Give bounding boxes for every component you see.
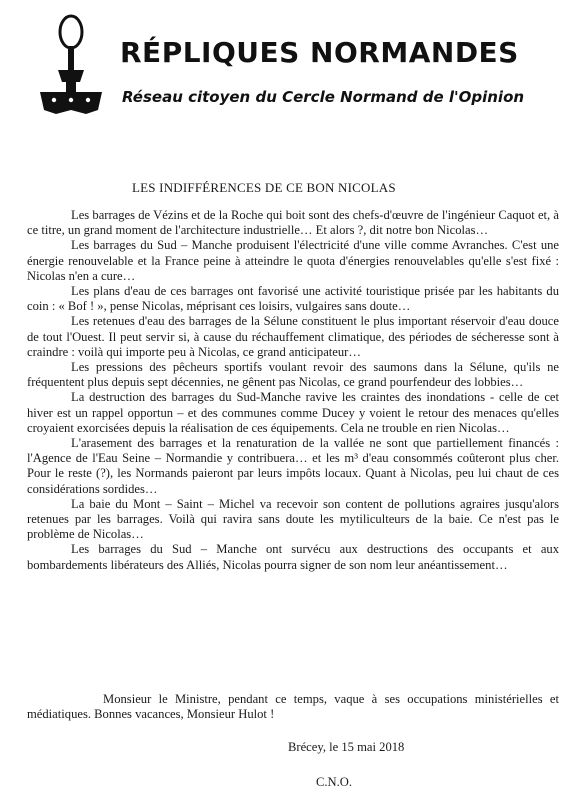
closing-section	[27, 692, 559, 722]
closing-paragraph: Monsieur le Ministre, pendant ce temps, vaque à ses occupations ministérielles et médiatiques. Bonnes vacances, Monsieur Hulot !	[27, 692, 559, 722]
hammer-logo	[36, 10, 106, 122]
paragraph: Les retenues d'eau des barrages de la Sélune constituent le plus important réservoir d'eau douce de tout l'Ouest. Il peut servir si, à cause du réchauffement climatique, des périodes de sécheresse sont à craindre : voilà qui importe peu à Nicolas, ce grand anticipateur…	[27, 314, 559, 359]
signature: C.N.O.	[316, 775, 353, 789]
paragraph: Les plans d'eau de ces barrages ont favorisé une activité touristique prisée par les habitants du coin : « Bof ! », pense Nicolas, méprisant ces loisirs, vulgaires sans doute…	[27, 284, 559, 314]
paragraph: L'arasement des barrages et la renaturation de la vallée ne sont que partiellement financés : l'Agence de l'Eau Seine – Normandie y contribuera… et les m³ d'eau consommés coûteront plus cher. Pour le reste (?), les Normands paieront par leurs impôts locaux. Quant à Nicolas, peu lui chaut de ces considérations sordides…	[27, 436, 559, 496]
masthead-subtitle: Réseau citoyen du Cercle Normand de l'Opinion	[122, 88, 525, 106]
paragraph: Les pressions des pêcheurs sportifs voulant revoir des saumons dans la Sélune, qu'ils ne fréquentent plus depuis sept décennies, ne gênent pas Nicolas, ce grand pourfendeur des lobbies…	[27, 360, 559, 390]
letter-body	[27, 208, 559, 573]
place-date: Brécey, le 15 mai 2018	[288, 740, 405, 754]
paragraph: Les barrages du Sud – Manche ont survécu aux destructions des occupants et aux bombardements libérateurs des Alliés, Nicolas pourra signer de son nom leur anéantissement…	[27, 542, 559, 572]
paragraph: Les barrages du Sud – Manche produisent l'électricité d'une ville comme Avranches. C'est une énergie renouvelable et la France peine à atteindre le quota d'énergies renouvelables qu'elle s'est fixé : Nicolas n'en a cure…	[27, 238, 559, 283]
paragraph: La baie du Mont – Saint – Michel va recevoir son content de pollutions agraires jusqu'alors retenues par les barrages. Voilà qui ravira sans doute les mytiliculteurs de la baie. Ce n'est pas le problème de Nicolas…	[27, 496, 559, 542]
letter-title: LES INDIFFÉRENCES DE CE BON NICOLAS	[132, 180, 396, 195]
paragraph: Les barrages de Vézins et de la Roche qui boit sont des chefs-d'œuvre de l'ingénieur Caquot et, à ce titre, un grand moment de l'architecture industrielle… Et alors ?, dit notre bon Nicolas…	[27, 208, 559, 238]
masthead-title: RÉPLIQUES NORMANDES	[120, 36, 519, 69]
paragraph: La destruction des barrages du Sud-Manche ravive les craintes des inondations - celle de cet hiver est un rappel opportun – et des communes comme Ducey y voient le retour des menaces qu'elles croyaient exorcisées depuis la réalisation de ces équipements. Cela ne trouble en rien Nicolas…	[27, 390, 559, 435]
